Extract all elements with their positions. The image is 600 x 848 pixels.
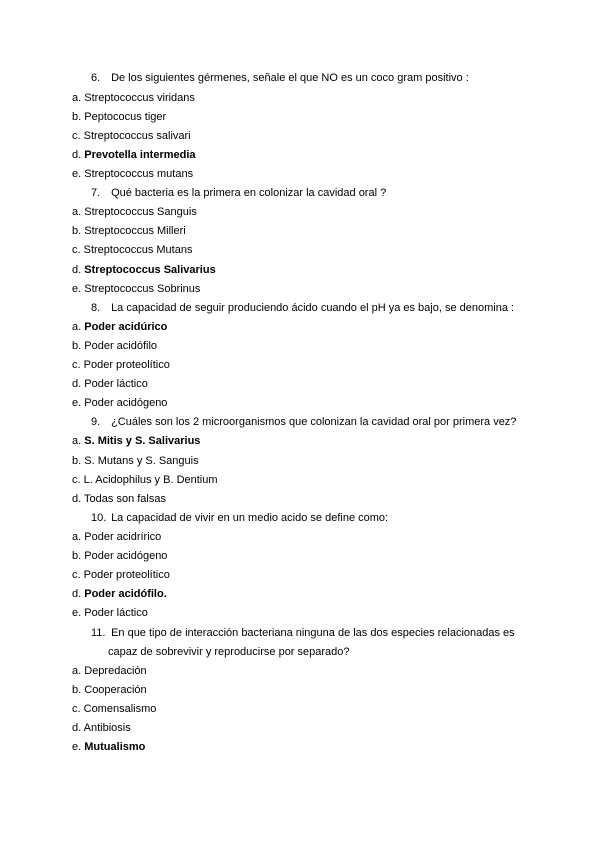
option-8d: d. Poder láctico xyxy=(72,378,148,390)
option-11d: d. Antibiosis xyxy=(72,722,131,734)
question-text: De los siguientes gérmenes, señale el que NO es un coco gram positivo : xyxy=(111,72,469,84)
option-7d-correct: d. Streptococcus Salivarius xyxy=(72,264,216,276)
option-9b: b. S. Mutans y S. Sanguis xyxy=(72,455,199,467)
question-text: En que tipo de interacción bacteriana ninguna de las dos especies relacionadas es xyxy=(111,627,515,639)
question-text: La capacidad de vivir en un medio acido se define como: xyxy=(111,512,389,524)
option-6e: e. Streptococcus mutans xyxy=(72,168,194,180)
question-10 xyxy=(91,512,388,525)
option-6d-correct: d. Prevotella intermedia xyxy=(72,149,196,161)
option-7c: c. Streptococcus Mutans xyxy=(72,244,193,256)
question-number: 10. xyxy=(91,512,107,524)
option-8a-correct: a. Poder acidúrico xyxy=(72,321,168,333)
option-6c: c. Streptococcus salivari xyxy=(72,130,191,142)
option-9d: d. Todas son falsas xyxy=(72,493,166,505)
question-number: 11. xyxy=(91,627,106,639)
option-7b: b. Streptococcus Milleri xyxy=(72,225,186,237)
option-8b: b. Poder acidófilo xyxy=(72,340,158,352)
option-6a: a. Streptococcus viridans xyxy=(72,92,195,104)
option-7a: a. Streptococcus Sanguis xyxy=(72,206,197,218)
question-11 xyxy=(91,627,515,640)
question-6 xyxy=(91,72,469,85)
option-8c: c. Poder proteolítico xyxy=(72,359,170,371)
option-10c: c. Poder proteolítico xyxy=(72,569,170,581)
option-10e: e. Poder láctico xyxy=(72,607,148,619)
option-6b: b. Peptococus tiger xyxy=(72,111,167,123)
question-text: La capacidad de seguir produciendo ácido cuando el pH ya es bajo, se denomina : xyxy=(111,302,515,314)
question-number: 6. xyxy=(91,72,101,84)
question-text: ¿Cuáles son los 2 microorganismos que colonizan la cavidad oral por primera vez? xyxy=(111,416,517,428)
question-number: 7. xyxy=(91,187,101,199)
question-7 xyxy=(91,187,386,200)
question-11-continuation: capaz de sobrevivir y reproducirse por separado? xyxy=(108,646,350,658)
option-10d-correct: d. Poder acidófilo. xyxy=(72,588,167,600)
option-7e: e. Streptococcus Sobrinus xyxy=(72,283,201,295)
option-8e: e. Poder acidógeno xyxy=(72,397,168,409)
option-9c: c. L. Acidophilus y B. Dentium xyxy=(72,474,218,486)
option-11e-correct: e. Mutualismo xyxy=(72,741,146,753)
question-text: Qué bacteria es la primera en colonizar la cavidad oral ? xyxy=(111,187,387,199)
question-9 xyxy=(91,416,516,429)
question-number: 8. xyxy=(91,302,101,314)
question-number: 9. xyxy=(91,416,101,428)
option-11b: b. Cooperación xyxy=(72,684,147,696)
option-11a: a. Depredación xyxy=(72,665,147,677)
question-8 xyxy=(91,302,514,315)
option-11c: c. Comensalismo xyxy=(72,703,157,715)
option-9a-correct: a. S. Mitis y S. Salivarius xyxy=(72,435,201,447)
option-10a: a. Poder acidrírico xyxy=(72,531,162,543)
option-10b: b. Poder acidógeno xyxy=(72,550,168,562)
